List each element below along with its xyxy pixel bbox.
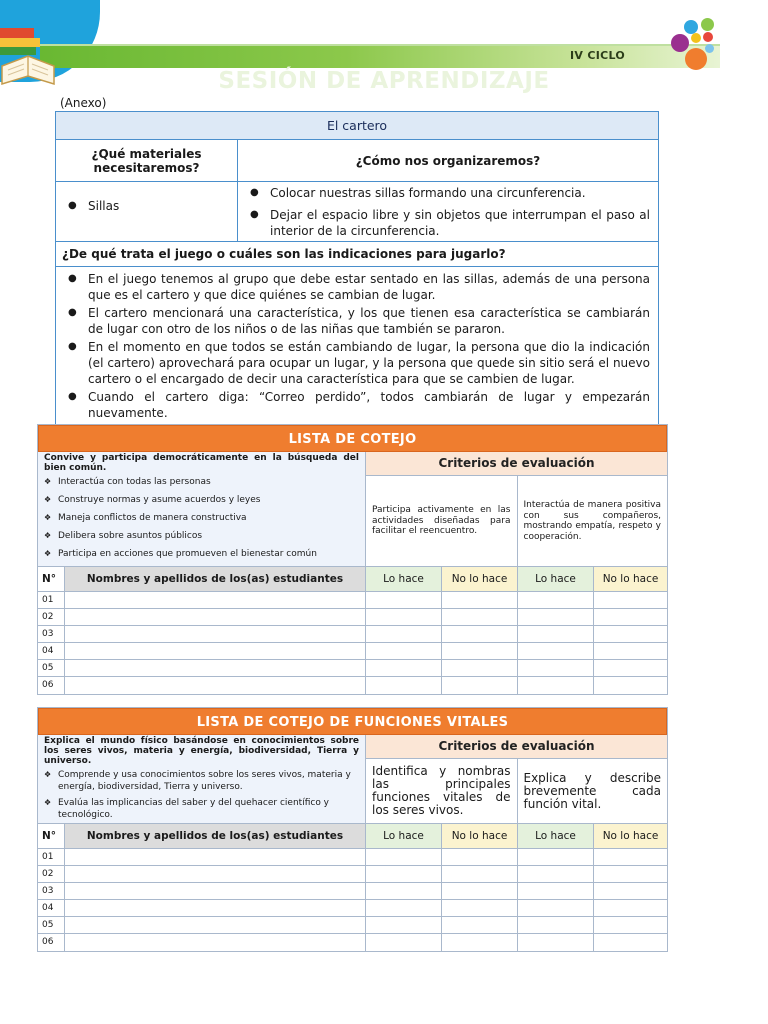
check-cell[interactable] — [518, 609, 594, 625]
table-row — [38, 660, 667, 677]
table-row — [38, 849, 667, 866]
cartero-title: El cartero — [56, 112, 658, 140]
bullet-icon: ● — [68, 341, 77, 352]
bullet-icon: ● — [250, 209, 259, 220]
check-cell[interactable] — [442, 609, 518, 625]
materiales-cell — [56, 182, 238, 241]
criterios-title: Criterios de evaluación — [366, 452, 667, 476]
competencia-text: Explica el mundo físico basándose en conocimientos sobre los seres vivos, materia y energía, biodiversidad, Tierra y universo. — [44, 736, 359, 766]
check-cell[interactable] — [442, 626, 518, 642]
list-item: ● Dejar el espacio libre y sin objetos que interrumpan el paso al interior de la circunferencia. — [246, 207, 650, 239]
check-cell[interactable] — [518, 643, 594, 659]
table-row — [38, 883, 667, 900]
table-row — [38, 592, 667, 609]
list-item: ● El cartero mencionará una característica, y los que tienen esa característica se cambiarán de lugar con otro de los niños o de las niñas que también se pararon. — [64, 305, 650, 337]
check-cell[interactable] — [594, 626, 667, 642]
session-title: SESIÓN DE APRENDIZAJE — [218, 68, 550, 94]
list-item: ● En el momento en que todos se están cambiando de lugar, la persona que dio la indicación (el cartero) aprovechará para ocupar un lugar, y la persona que quede sin sitio será el nuevo cartero o el encargado de decir una característica para que se cambien de lugar. — [64, 339, 650, 387]
column-header-row — [38, 567, 667, 592]
check-cell[interactable] — [518, 866, 594, 882]
row-number: 01 — [38, 849, 65, 865]
competencia-cell — [38, 452, 366, 566]
col-no-lo-hace: No lo hace — [442, 567, 518, 591]
competencia-text: Convive y participa democráticamente en la búsqueda del bien común. — [44, 453, 359, 473]
row-number: 04 — [38, 900, 65, 916]
table-row — [38, 609, 667, 626]
check-cell[interactable] — [366, 934, 442, 951]
list-item: ● Colocar nuestras sillas formando una circunferencia. — [246, 185, 650, 201]
criterio-1: Participa activamente en las actividades diseñadas para facilitar el reencuentro. — [372, 505, 511, 537]
bullet-icon: ● — [68, 200, 77, 211]
bullet-icon: ● — [250, 187, 259, 198]
check-cell[interactable] — [594, 643, 667, 659]
competencia-row — [38, 735, 667, 824]
col-nombres: Nombres y apellidos de los(as) estudiantes — [65, 567, 366, 591]
bullet-icon: ● — [68, 273, 77, 284]
col-lo-hace: Lo hace — [366, 567, 442, 591]
cartero-header-row — [56, 140, 658, 182]
diamond-bullet-icon: ❖ — [44, 798, 52, 807]
student-name-cell[interactable] — [65, 900, 366, 916]
criterios-cell — [366, 452, 667, 566]
check-cell[interactable] — [594, 917, 667, 933]
lista-cotejo-funciones-vitales-table — [37, 707, 668, 952]
row-number: 05 — [38, 917, 65, 933]
check-cell[interactable] — [366, 917, 442, 933]
capacidad-item: ❖ Delibera sobre asuntos públicos — [44, 531, 203, 541]
row-number: 06 — [38, 934, 65, 951]
bullet-icon: ● — [68, 391, 77, 402]
ciclo-label: IV CICLO — [570, 49, 626, 62]
student-name-cell[interactable] — [65, 660, 366, 676]
check-cell[interactable] — [366, 866, 442, 882]
row-number: 02 — [38, 866, 65, 882]
row-number: 05 — [38, 660, 65, 676]
lista-cotejo-title: LISTA DE COTEJO — [38, 425, 667, 452]
col-numero: N° — [38, 567, 65, 591]
table-row — [38, 917, 667, 934]
student-name-cell[interactable] — [65, 849, 366, 865]
diamond-bullet-icon: ❖ — [44, 495, 52, 504]
student-name-cell[interactable] — [65, 609, 366, 625]
check-cell[interactable] — [594, 883, 667, 899]
check-cell[interactable] — [518, 849, 594, 865]
check-cell[interactable] — [366, 626, 442, 642]
check-cell[interactable] — [442, 934, 518, 951]
student-name-cell[interactable] — [65, 866, 366, 882]
table-row — [38, 866, 667, 883]
anexo-label: (Anexo) — [60, 96, 107, 110]
check-cell[interactable] — [442, 900, 518, 916]
check-cell[interactable] — [442, 643, 518, 659]
list-item: ● En el juego tenemos al grupo que debe estar sentado en las sillas, además de una persona que es el cartero y que dice quiénes se cambian de lugar. — [64, 271, 650, 303]
check-cell[interactable] — [366, 677, 442, 694]
cartero-indicaciones — [56, 267, 658, 425]
check-cell[interactable] — [518, 900, 594, 916]
col-no-lo-hace: No lo hace — [594, 824, 667, 848]
check-cell[interactable] — [366, 660, 442, 676]
check-cell[interactable] — [366, 643, 442, 659]
check-cell[interactable] — [518, 592, 594, 608]
check-cell[interactable] — [518, 934, 594, 951]
row-number: 03 — [38, 883, 65, 899]
criterios-columns — [366, 759, 667, 823]
check-cell[interactable] — [594, 849, 667, 865]
cartero-question: ¿De qué trata el juego o cuáles son las indicaciones para jugarlo? — [56, 242, 658, 267]
lista-cotejo-funciones-vitales-title: LISTA DE COTEJO DE FUNCIONES VITALES — [38, 708, 667, 735]
organizacion-header: ¿Cómo nos organizaremos? — [355, 153, 541, 168]
criterio-2: Explica y describe brevemente cada función vital. — [517, 759, 668, 823]
criterio-1: Identifica y nombras las principales funciones vitales de los seres vivos. — [372, 764, 511, 817]
list-item: ● Cuando el cartero diga: “Correo perdido”, todos cambiarán de lugar y empezarán nuevamente. — [64, 389, 650, 421]
check-cell[interactable] — [442, 592, 518, 608]
capacidad-item: ❖ Construye normas y asume acuerdos y leyes — [44, 495, 261, 505]
check-cell[interactable] — [594, 609, 667, 625]
list-item: ● Sillas — [64, 198, 237, 214]
capacidad-item: ❖ Participa en acciones que promueven el bienestar común — [44, 549, 317, 559]
table-row — [38, 643, 667, 660]
table-row — [38, 934, 667, 951]
student-name-cell[interactable] — [65, 917, 366, 933]
student-name-cell[interactable] — [65, 592, 366, 608]
student-name-cell[interactable] — [65, 677, 366, 694]
student-name-cell[interactable] — [65, 626, 366, 642]
check-cell[interactable] — [518, 660, 594, 676]
check-cell[interactable] — [518, 917, 594, 933]
capacidad-item: ❖ Comprende y usa conocimientos sobre los seres vivos, materia y energía, biodiversidad, Tierra y universo. — [44, 770, 351, 792]
check-cell[interactable] — [594, 677, 667, 694]
check-cell[interactable] — [594, 866, 667, 882]
check-cell[interactable] — [518, 883, 594, 899]
col-lo-hace: Lo hace — [518, 824, 594, 848]
table-row — [38, 677, 667, 694]
check-cell[interactable] — [366, 883, 442, 899]
capacidad-item: ❖ Interactúa con todas las personas — [44, 477, 211, 487]
row-number: 01 — [38, 592, 65, 608]
check-cell[interactable] — [442, 660, 518, 676]
bullet-icon: ● — [68, 307, 77, 318]
col-no-lo-hace: No lo hace — [442, 824, 518, 848]
organizacion-cell — [238, 182, 658, 241]
col-lo-hace: Lo hace — [366, 824, 442, 848]
cartero-content-row — [56, 182, 658, 242]
check-cell[interactable] — [594, 934, 667, 951]
check-cell[interactable] — [442, 883, 518, 899]
cartero-table — [55, 111, 659, 426]
check-cell[interactable] — [442, 866, 518, 882]
check-cell[interactable] — [442, 917, 518, 933]
table-row — [38, 900, 667, 917]
col-lo-hace: Lo hace — [518, 567, 594, 591]
criterios-title: Criterios de evaluación — [366, 735, 667, 759]
check-cell[interactable] — [594, 660, 667, 676]
col-no-lo-hace: No lo hace — [594, 567, 667, 591]
criterios-cell — [366, 735, 667, 823]
criterio-2: Interactúa de manera positiva con sus compañeros, mostrando empatía, respeto y cooperación. — [517, 476, 668, 566]
check-cell[interactable] — [518, 677, 594, 694]
diamond-bullet-icon: ❖ — [44, 477, 52, 486]
diamond-bullet-icon: ❖ — [44, 513, 52, 522]
check-cell[interactable] — [518, 626, 594, 642]
materiales-header: ¿Qué materiales necesitaremos? — [56, 140, 238, 181]
student-name-cell[interactable] — [65, 934, 366, 951]
check-cell[interactable] — [366, 849, 442, 865]
diamond-bullet-icon: ❖ — [44, 549, 52, 558]
lista-cotejo-table — [37, 424, 668, 695]
check-cell[interactable] — [442, 677, 518, 694]
row-number: 04 — [38, 643, 65, 659]
row-number: 02 — [38, 609, 65, 625]
student-name-cell[interactable] — [65, 643, 366, 659]
diamond-bullet-icon: ❖ — [44, 770, 52, 779]
capacidad-item: ❖ Evalúa las implicancias del saber y del quehacer científico y tecnológico. — [44, 798, 330, 820]
capacidad-item: ❖ Maneja conflictos de manera constructiva — [44, 513, 247, 523]
check-cell[interactable] — [366, 900, 442, 916]
diamond-bullet-icon: ❖ — [44, 531, 52, 540]
page-header — [0, 0, 768, 100]
row-number: 03 — [38, 626, 65, 642]
check-cell[interactable] — [442, 849, 518, 865]
check-cell[interactable] — [594, 592, 667, 608]
student-name-cell[interactable] — [65, 883, 366, 899]
competencia-cell — [38, 735, 366, 823]
criterios-columns — [366, 476, 667, 566]
check-cell[interactable] — [594, 900, 667, 916]
check-cell[interactable] — [366, 609, 442, 625]
table-row — [38, 626, 667, 643]
competencia-row — [38, 452, 667, 567]
column-header-row — [38, 824, 667, 849]
col-numero: N° — [38, 824, 65, 848]
row-number: 06 — [38, 677, 65, 694]
check-cell[interactable] — [366, 592, 442, 608]
col-nombres: Nombres y apellidos de los(as) estudiantes — [65, 824, 366, 848]
